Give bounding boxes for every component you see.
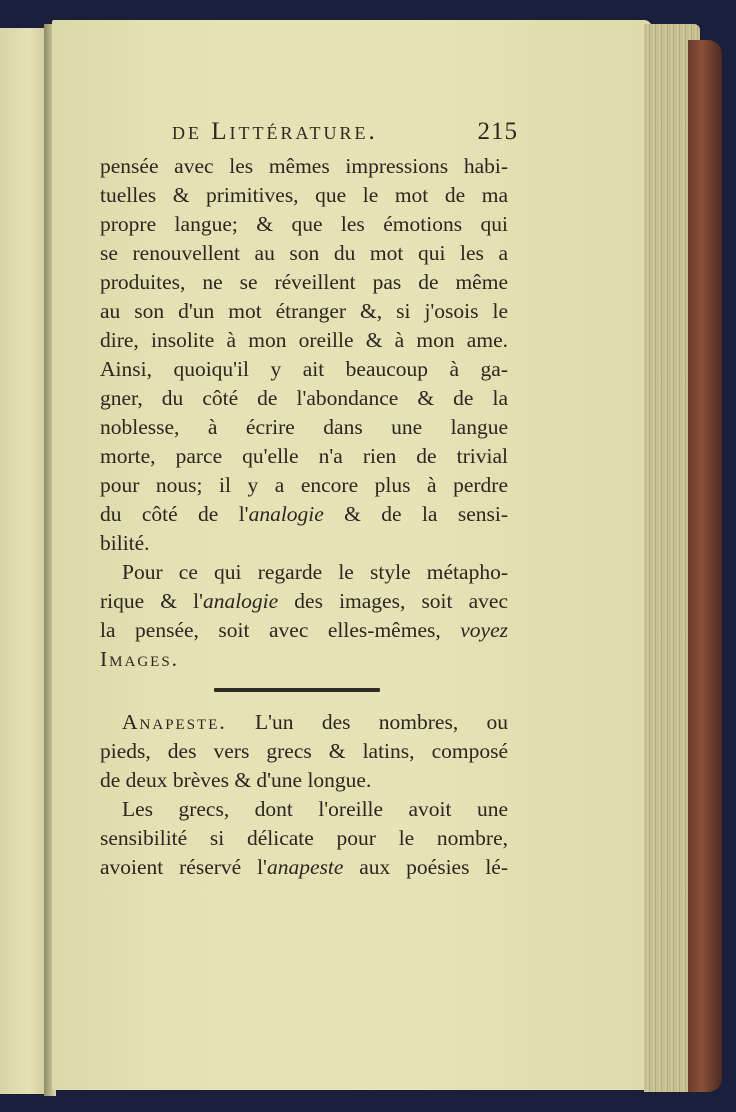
text-line: sensibilité si délicate pour le nombre, [100,826,508,850]
text-line: au son d'un mot étranger &, si j'osois le [100,299,508,323]
page-number: 215 [477,118,518,145]
dictionary-entry [100,708,508,882]
text-line: propre langue; & que les émotions qui [100,212,508,236]
book-cover-edge [688,40,722,1092]
text-line: noblesse, à écrire dans une langue [100,415,508,439]
text-run: & de la sensi- [323,502,508,526]
text-line: Les grecs, dont l'oreille avoit une [122,797,508,821]
text-line: gner, du côté de l'abondance & de la [100,386,508,410]
text-line: tuelles & primitives, que le mot de ma [100,183,508,207]
text-line [100,616,508,645]
text-line: bilité. [100,531,150,555]
entry-headword: Anapeste. [122,710,227,734]
text-line [100,853,508,882]
text-run: aux poésies lé- [343,855,508,879]
italic-term: voyez [460,618,508,642]
text-line: de deux brèves & d'une longue. [100,768,372,792]
text-run: avoient réservé l' [100,855,267,879]
text-run: L'un des nombres, ou [226,710,508,734]
text-line [100,587,508,616]
italic-term: analogie [248,502,324,526]
italic-term: anapeste [266,855,344,879]
text-line [100,708,508,737]
text-line: dire, insolite à mon oreille & à mon ame. [100,328,508,352]
left-page-edge [0,28,49,1094]
body-text [100,152,508,674]
text-line: morte, parce qu'elle n'a rien de trivial [100,444,508,468]
text-run: rique & l' [100,589,203,613]
text-run: la pensée, soit avec elles-mêmes, [100,618,461,642]
text-line: Ainsi, quoiqu'il y ait beaucoup à ga- [100,357,508,381]
text-line: pensée avec les mêmes impressions habi- [100,154,508,178]
running-header [172,118,518,152]
text-line: pour nous; il y a encore plus à perdre [100,473,508,497]
text-line [100,500,508,529]
text-run: du côté de l' [100,502,249,526]
section-rule [214,688,380,692]
text-run: des images, soit avec [278,589,508,613]
cross-reference: Images. [100,647,180,671]
italic-term: analogie [202,589,279,613]
running-head: de Littérature. [172,118,378,145]
text-line: Pour ce qui regarde le style métapho- [122,560,508,584]
text-line: se renouvellent au son du mot qui les a [100,241,508,265]
text-line: pieds, des vers grecs & latins, composé [100,739,508,763]
text-line: produites, ne se réveillent pas de même [100,270,508,294]
